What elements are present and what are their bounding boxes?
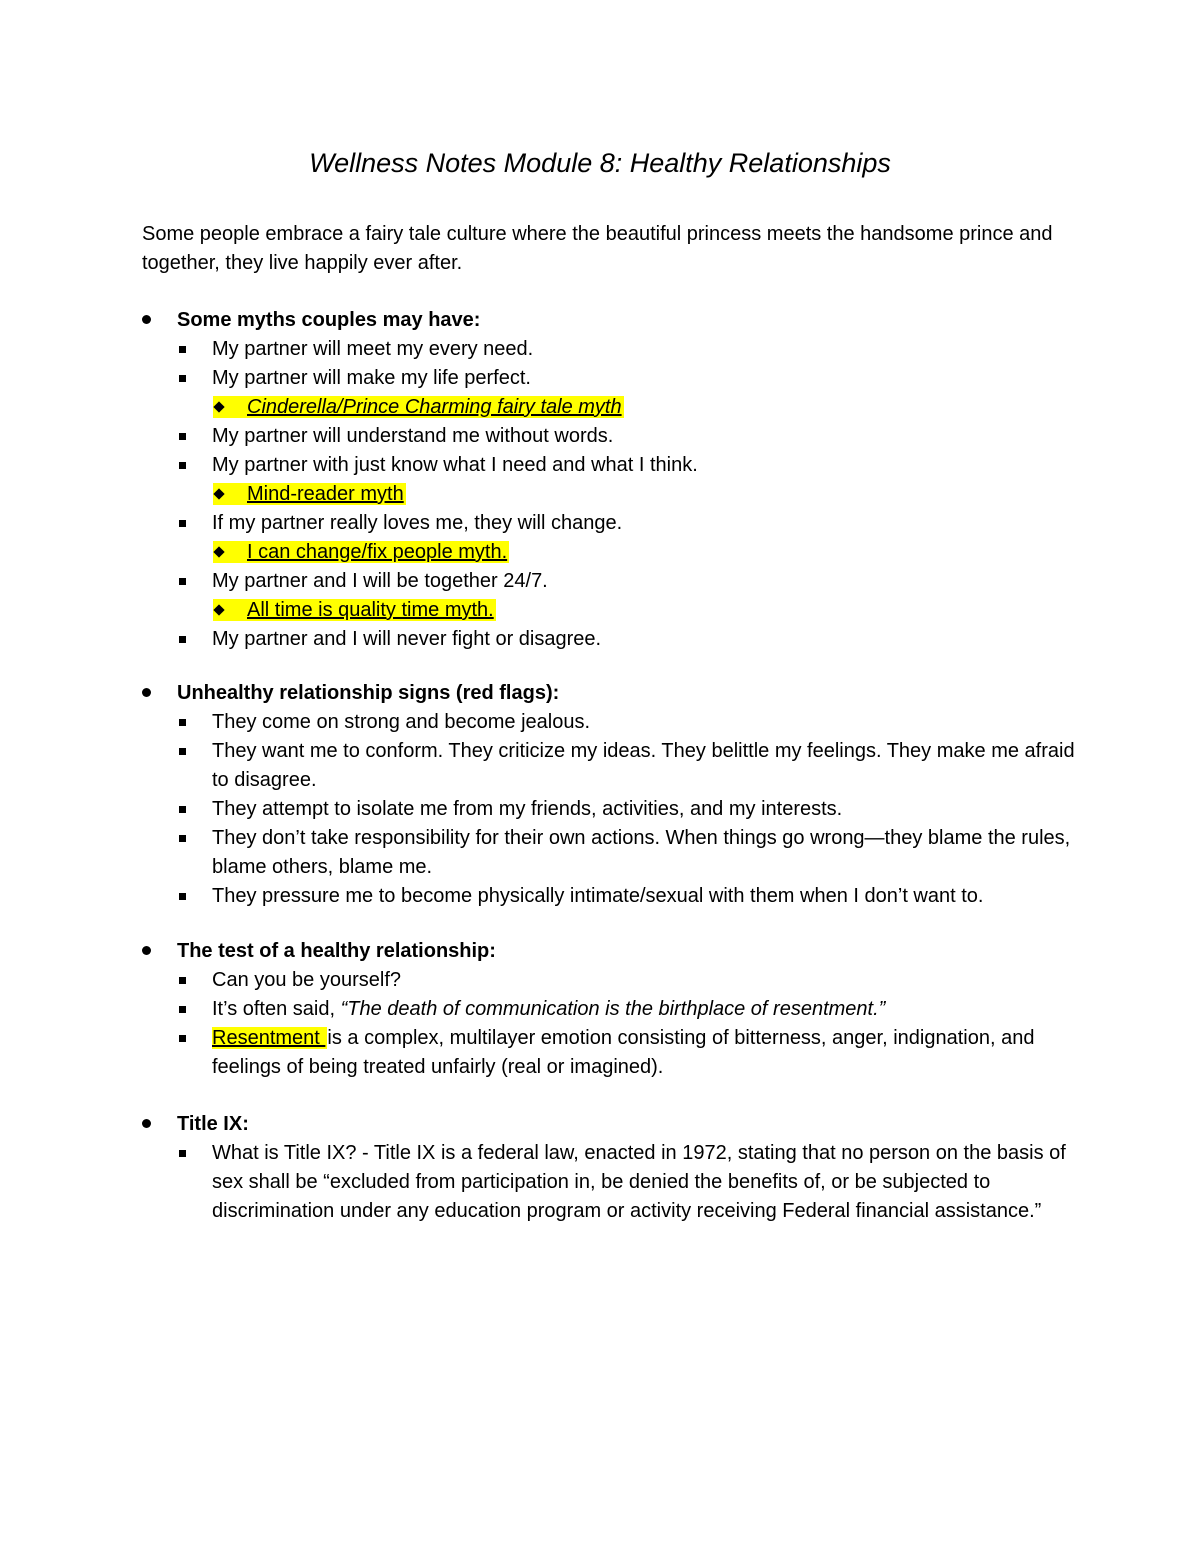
- square-bullet-icon: [179, 748, 186, 755]
- bullet-dot-icon: [142, 1119, 151, 1128]
- section-heading: Unhealthy relationship signs (red flags):: [142, 679, 1082, 708]
- section-red-flags: [142, 679, 1082, 911]
- list-item: My partner will meet my every need.: [142, 335, 1082, 364]
- highlighted-myth: Mind-reader myth: [213, 483, 406, 505]
- square-bullet-icon: [179, 346, 186, 353]
- list-item: Can you be yourself?: [142, 966, 1082, 995]
- highlighted-term: Resentment: [212, 1027, 326, 1049]
- square-bullet-icon: [179, 375, 186, 382]
- highlighted-myth: I can change/fix people myth.: [213, 541, 509, 563]
- highlighted-myth: Cinderella/Prince Charming fairy tale myth: [213, 396, 624, 418]
- highlighted-myth: All time is quality time myth.: [213, 599, 496, 621]
- square-bullet-icon: [179, 893, 186, 900]
- quote-text: “The death of communication is the birthplace of resentment.”: [340, 998, 886, 1020]
- square-bullet-icon: [179, 433, 186, 440]
- square-bullet-icon: [179, 806, 186, 813]
- list-item: My partner will make my life perfect.: [142, 364, 1082, 393]
- section-heading: The test of a healthy relationship:: [142, 937, 1082, 966]
- bullet-dot-icon: [142, 315, 151, 324]
- sub-list-item: [142, 538, 1082, 567]
- bullet-dot-icon: [142, 688, 151, 697]
- list-item: My partner and I will never fight or disagree.: [142, 625, 1082, 654]
- square-bullet-icon: [179, 1006, 186, 1013]
- section-heading: Some myths couples may have:: [142, 306, 1082, 335]
- sub-list-item: [142, 480, 1082, 509]
- list-item: My partner will understand me without words.: [142, 422, 1082, 451]
- list-item: My partner with just know what I need and what I think.: [142, 451, 1082, 480]
- section-healthy-test: [142, 937, 1082, 1082]
- sub-list-item: [142, 596, 1082, 625]
- list-item: They attempt to isolate me from my friends, activities, and my interests.: [142, 795, 1082, 824]
- bullet-dot-icon: [142, 946, 151, 955]
- square-bullet-icon: [179, 1035, 186, 1042]
- section-myths: [142, 306, 1082, 654]
- sub-list-item: [142, 393, 1082, 422]
- list-item: They come on strong and become jealous.: [142, 708, 1082, 737]
- page-title: Wellness Notes Module 8: Healthy Relationships: [309, 148, 891, 178]
- list-item: If my partner really loves me, they will change.: [142, 509, 1082, 538]
- list-item: They want me to conform. They criticize my ideas. They belittle my feelings. They make me afraid to disagree.: [142, 737, 1082, 795]
- list-item: They don’t take responsibility for their own actions. When things go wrong—they blame the rules, blame others, blame me.: [142, 824, 1082, 882]
- square-bullet-icon: [179, 977, 186, 984]
- section-title-ix: [142, 1110, 1082, 1226]
- list-item: Resentment is a complex, multilayer emotion consisting of bitterness, anger, indignation, and feelings of being treated unfairly (real or imagined).: [142, 1024, 1082, 1082]
- square-bullet-icon: [179, 835, 186, 842]
- square-bullet-icon: [179, 520, 186, 527]
- list-item: My partner and I will be together 24/7.: [142, 567, 1082, 596]
- list-item: It’s often said, “The death of communication is the birthplace of resentment.”: [142, 995, 1082, 1024]
- square-bullet-icon: [179, 1150, 186, 1157]
- intro-paragraph: Some people embrace a fairy tale culture where the beautiful princess meets the handsome prince and together, they live happily ever after.: [142, 223, 1053, 274]
- square-bullet-icon: [179, 719, 186, 726]
- list-item: They pressure me to become physically intimate/sexual with them when I don’t want to.: [142, 882, 1082, 911]
- square-bullet-icon: [179, 578, 186, 585]
- list-item: What is Title IX? - Title IX is a federal law, enacted in 1972, stating that no person on the basis of sex shall be “excluded from participation in, be denied the benefits of, or be subjected to discrimination under any education program or activity receiving Federal financial assistance.”: [142, 1139, 1082, 1226]
- square-bullet-icon: [179, 462, 186, 469]
- square-bullet-icon: [179, 636, 186, 643]
- section-heading: Title IX:: [142, 1110, 1082, 1139]
